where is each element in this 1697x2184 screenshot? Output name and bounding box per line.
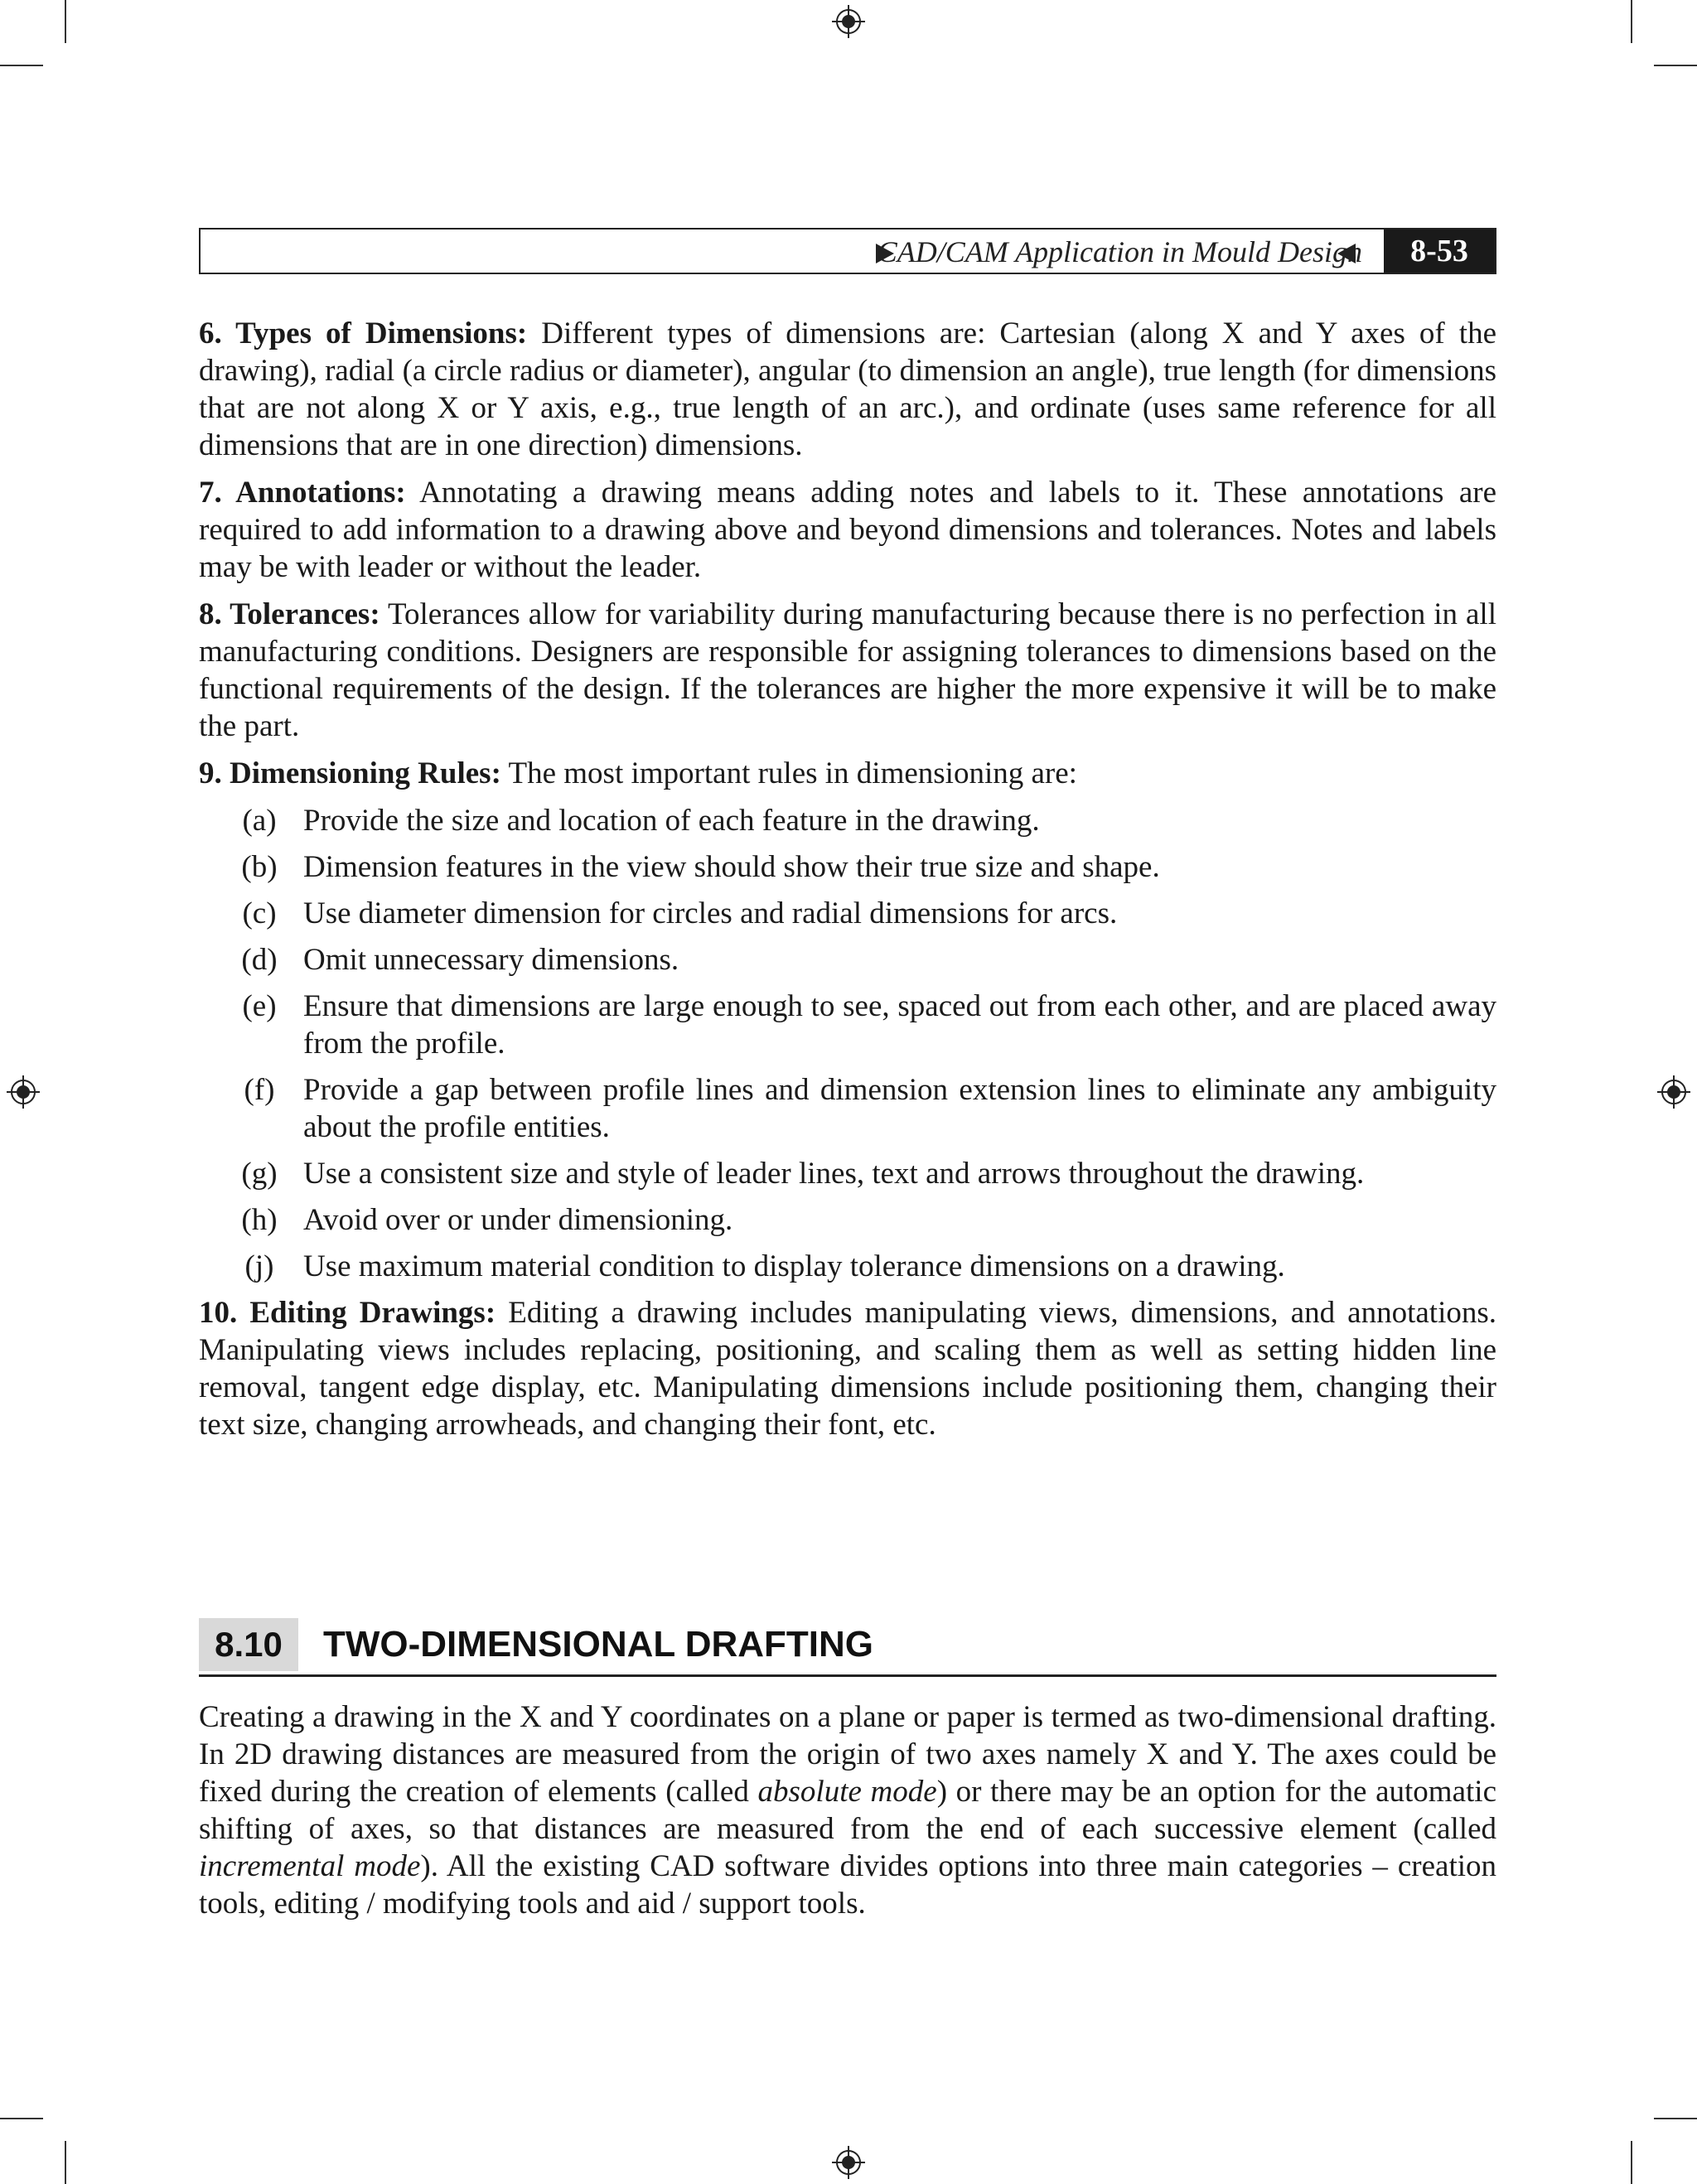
list-item: [199, 1201, 1496, 1239]
list-item-text: Provide a gap between profile lines and dimension extension lines to eliminate any ambiguity about the profile entities.: [303, 1073, 1496, 1144]
list-item: [199, 988, 1496, 1062]
triangle-left-icon: [1337, 244, 1356, 263]
paragraph-text: Editing a drawing includes manipulating views, dimensions, and annotations. Manipulating views includes replacing, positioning, and scaling them as well as setting hidden line removal, tangent edge display, etc. Manipulating dimensions include positioning them, changing their text size, changing arrowheads, and changing their font, etc.: [199, 1296, 1497, 1442]
paragraph-label: 9. Dimensioning Rules:: [199, 756, 501, 790]
list-item-text: Ensure that dimensions are large enough to see, spaced out from each other, and are placed away from the profile.: [303, 989, 1496, 1061]
list-item-text: Use maximum material condition to display tolerance dimensions on a drawing.: [303, 1249, 1285, 1283]
registration-mark-icon: [1657, 1075, 1690, 1109]
list-item-text: Provide the size and location of each feature in the drawing.: [303, 804, 1040, 838]
list-item: [199, 1248, 1496, 1285]
crop-mark: [0, 2118, 43, 2119]
registration-mark-icon: [7, 1075, 40, 1109]
paragraph-dimensioning-rules: [199, 755, 1496, 792]
paragraph-text: Different types of dimensions are: Cartesian (along X and Y axes of the drawing), radial (a circle radius or diameter), angular (to dimension an angle), true length (for dimensions that are not along X or Y axis, e.g., true length of an arc.), and ordinate (uses same reference for all dimensions that are in one direction) dimensions.: [199, 316, 1496, 462]
list-item-text: Dimension features in the view should show their true size and shape.: [303, 850, 1160, 884]
section-text: ). All the existing CAD software divides options into three main categories – creation tools, editing / modifying tools and aid / support tools.: [199, 1849, 1496, 1921]
section-paragraph: [199, 1698, 1496, 1922]
list-item: [199, 895, 1496, 932]
crop-mark: [65, 0, 66, 43]
list-item-text: Use a consistent size and style of leader lines, text and arrows throughout the drawing.: [303, 1157, 1365, 1191]
section-text: ) or there may be an option for the automatic shifting of axes, so that distances are measured from the end of each successive element (called: [199, 1775, 1496, 1846]
body-content: [199, 315, 1496, 1453]
section-number: 8.10: [199, 1618, 298, 1671]
paragraph-text: The most important rules in dimensioning are:: [508, 756, 1077, 790]
crop-mark: [1654, 65, 1697, 66]
crop-mark: [1631, 0, 1632, 43]
list-item-text: Omit unnecessary dimensions.: [303, 943, 679, 977]
running-header: [199, 228, 1496, 274]
paragraph-label: 6. Types of Dimensions:: [199, 316, 528, 350]
list-item: [199, 848, 1496, 886]
paragraph-label: 7. Annotations:: [199, 476, 406, 510]
list-item-label: (g): [241, 1157, 278, 1191]
list-item-label: (f): [244, 1073, 275, 1107]
page-number: 8-53: [1384, 230, 1495, 273]
registration-mark-icon: [832, 5, 865, 38]
chapter-title: CAD/CAM Application in Mould Design: [877, 235, 1362, 268]
list-item-label: (b): [241, 850, 278, 884]
list-item-label: (d): [241, 943, 278, 977]
rules-list: [199, 802, 1496, 1285]
paragraph-label: 10. Editing Drawings:: [199, 1296, 496, 1330]
registration-mark-icon: [832, 2146, 865, 2179]
list-item: [199, 941, 1496, 978]
list-item-text: Use diameter dimension for circles and radial dimensions for arcs.: [303, 896, 1118, 930]
paragraph-text: Tolerances allow for variability during manufacturing because there is no perfection in all manufacturing conditions. Designers are responsible for assigning tolerances to dimensions based on the functional requirements of the design. If the tolerances are higher the more expensive it will be to make the part.: [199, 597, 1496, 743]
section-title: TWO-DIMENSIONAL DRAFTING: [323, 1624, 874, 1665]
list-item-label: (e): [242, 989, 277, 1023]
list-item-label: (a): [242, 804, 277, 838]
list-item: [199, 802, 1496, 839]
paragraph-label: 8. Tolerances:: [199, 597, 380, 631]
crop-mark: [65, 2141, 66, 2184]
section-heading: [199, 1618, 1496, 1677]
paragraph-editing-drawings: [199, 1294, 1496, 1443]
list-item-label: (c): [242, 896, 277, 930]
list-item-label: (j): [244, 1249, 274, 1283]
list-item: [199, 1155, 1496, 1192]
emphasis-text: absolute mode: [757, 1775, 937, 1809]
crop-mark: [0, 65, 43, 66]
emphasis-text: incremental mode: [199, 1849, 421, 1883]
section-text: Creating a drawing in the X and Y coordinates on a plane or paper is termed as two-dimensional drafting. In 2D drawing distances are measured from the origin of two axes namely X and Y. The axes could be fixed during the creation of elements (called: [199, 1700, 1496, 1809]
paragraph-types-of-dimensions: [199, 315, 1496, 464]
paragraph-text: Annotating a drawing means adding notes and labels to it. These annotations are required to add information to a drawing above and beyond dimensions and tolerances. Notes and labels may be with leader or without the leader.: [199, 476, 1496, 584]
list-item-text: Avoid over or under dimensioning.: [303, 1203, 733, 1237]
paragraph-tolerances: [199, 596, 1496, 745]
crop-mark: [1654, 2118, 1697, 2119]
paragraph-annotations: [199, 474, 1496, 586]
crop-mark: [1631, 2141, 1632, 2184]
list-item: [199, 1071, 1496, 1146]
list-item-label: (h): [241, 1203, 278, 1237]
